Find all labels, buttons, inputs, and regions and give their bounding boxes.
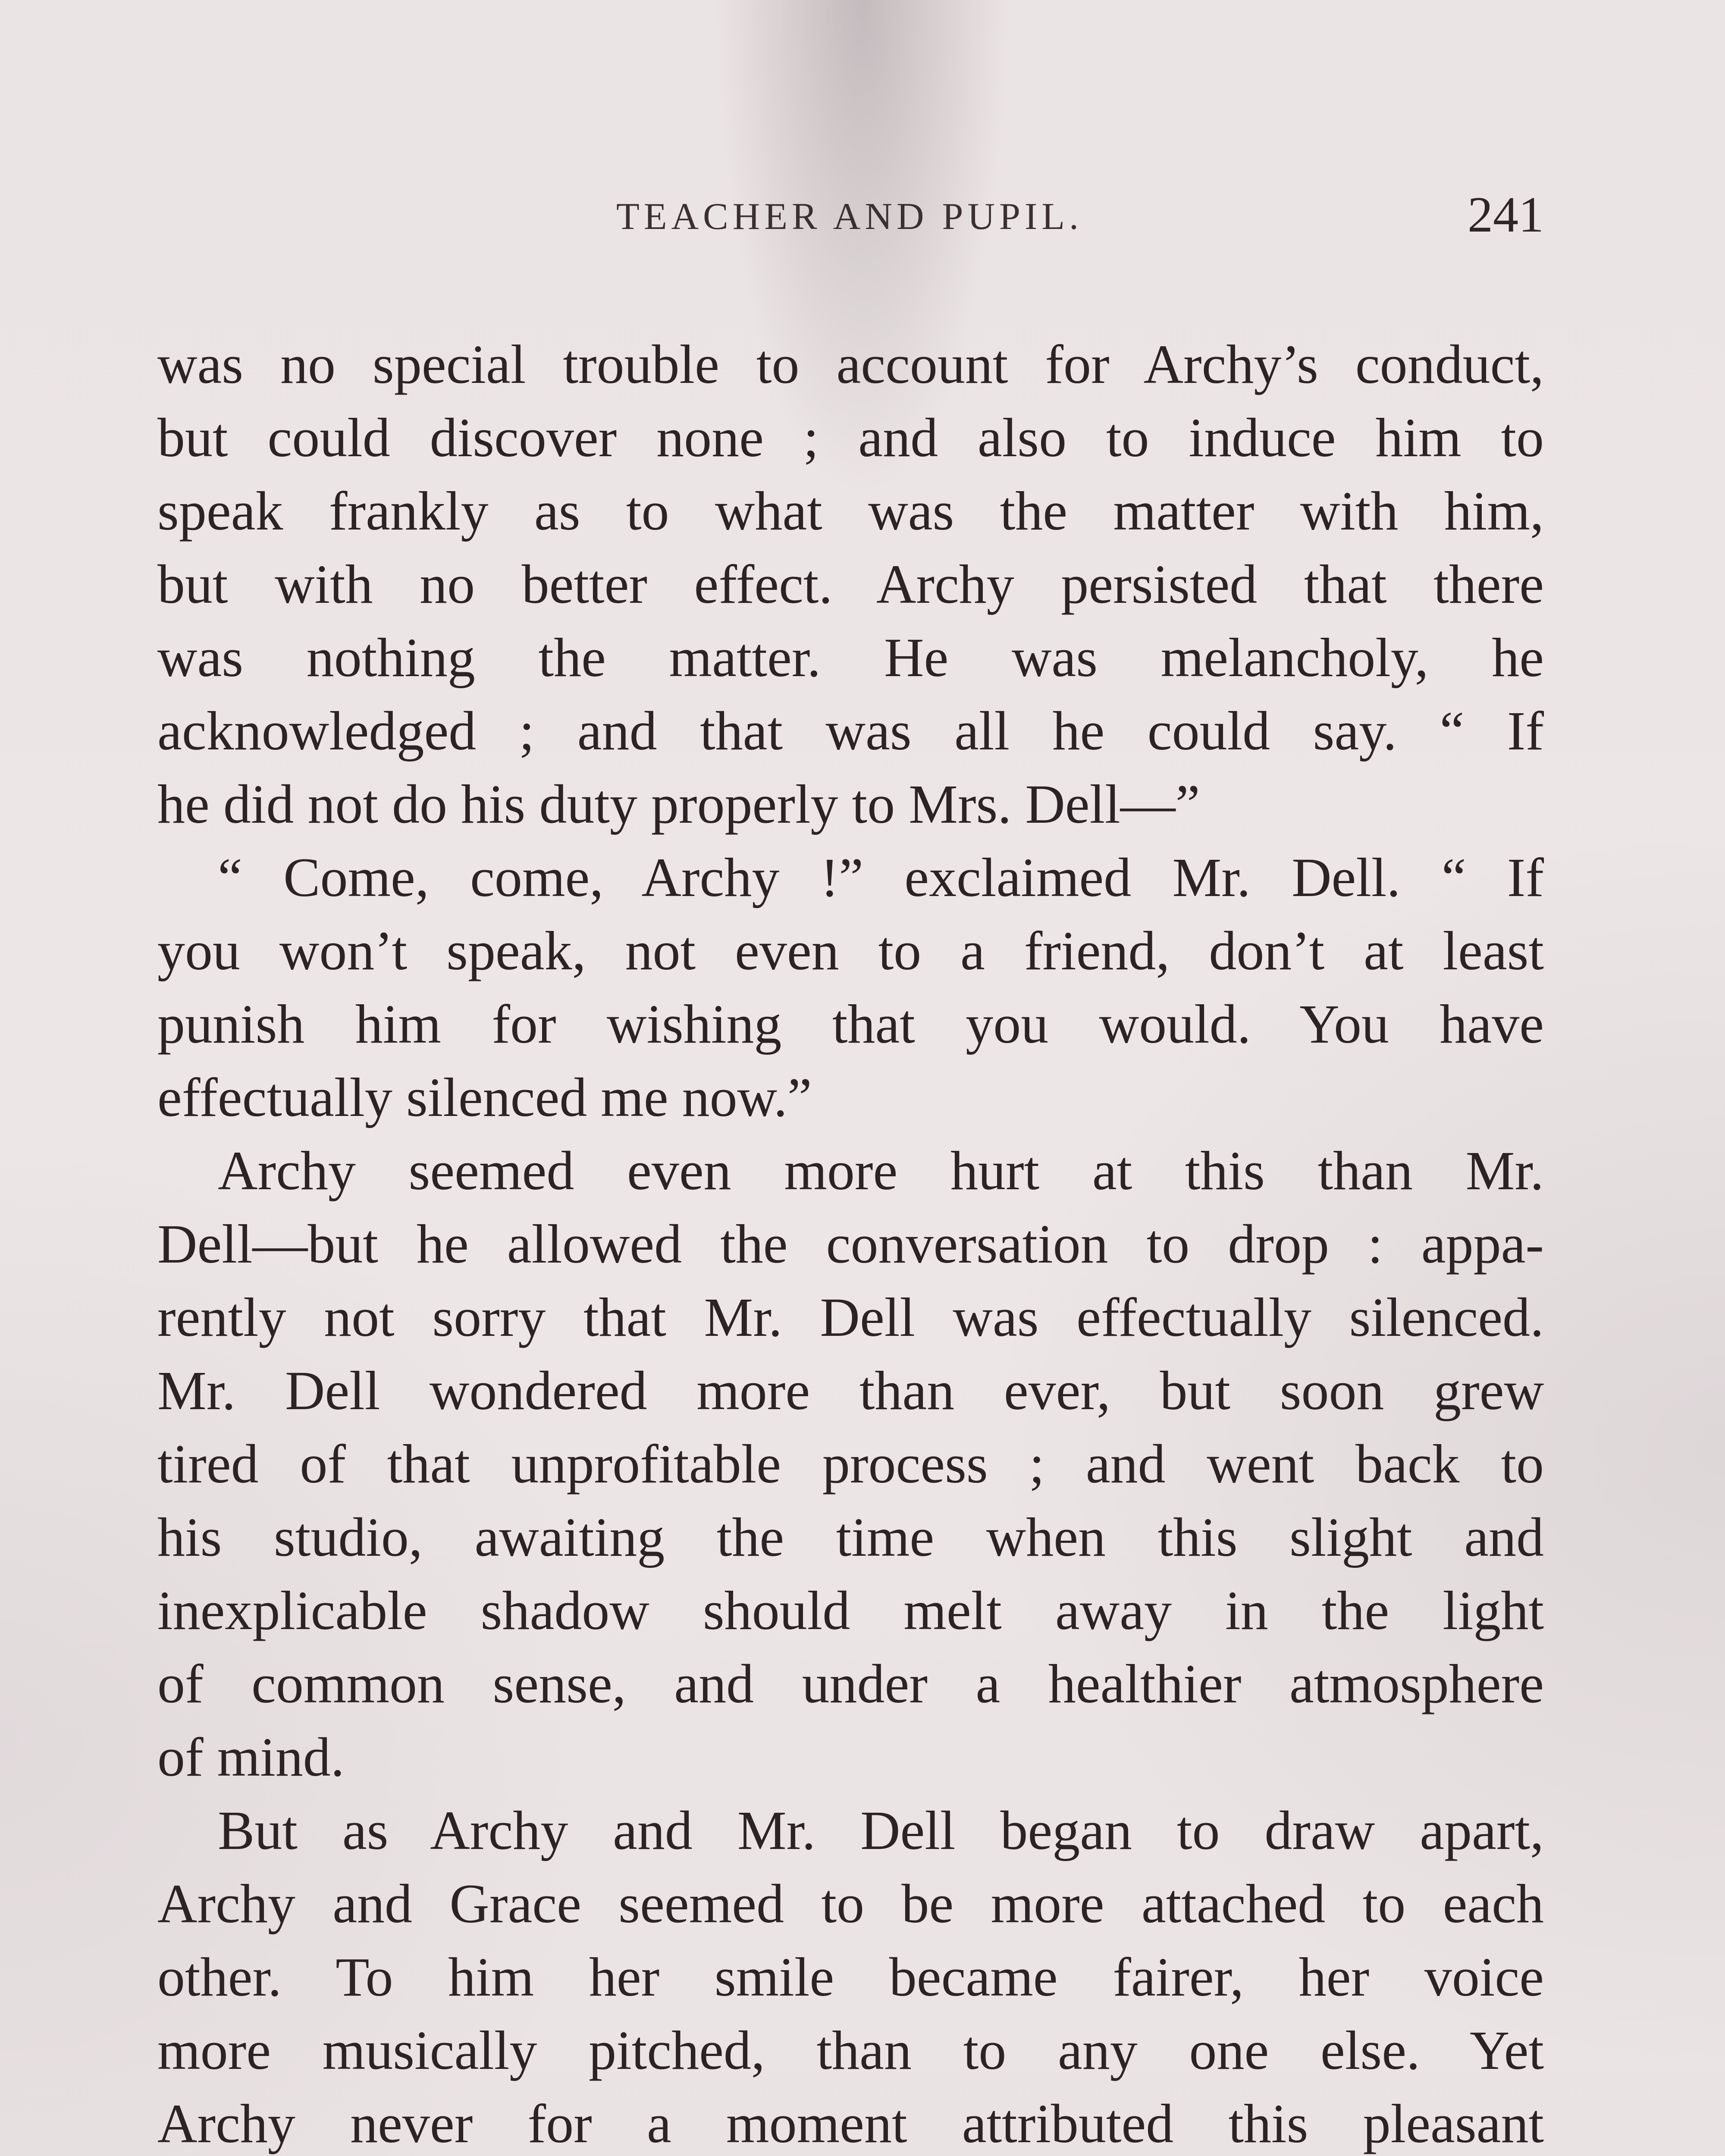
text-line: but could discover none ; and also to induce him to bbox=[157, 407, 1544, 468]
text-line: you won’t speak, not even to a friend, don’t at least bbox=[157, 920, 1544, 981]
text-line: effectually silenced me now.” bbox=[157, 1067, 812, 1128]
page-number: 241 bbox=[1468, 186, 1544, 243]
paragraph-first-line: “ Come, come, Archy !” exclaimed Mr. Dell. “ If bbox=[218, 847, 1544, 908]
paragraph-first-line: Archy seemed even more hurt at this than Mr. bbox=[218, 1140, 1544, 1201]
text-line: Archy and Grace seemed to be more attached to each bbox=[157, 1873, 1544, 1934]
text-line: but with no better effect. Archy persisted that there bbox=[157, 554, 1544, 615]
text-line: more musically pitched, than to any one else. Yet bbox=[157, 2020, 1544, 2081]
text-line: his studio, awaiting the time when this slight and bbox=[157, 1507, 1544, 1568]
body-text bbox=[157, 328, 1544, 2156]
text-line: Archy never for a moment attributed this pleasant bbox=[157, 2093, 1544, 2154]
text-line: Mr. Dell wondered more than ever, but soon grew bbox=[157, 1360, 1544, 1421]
text-line: of common sense, and under a healthier atmosphere bbox=[157, 1653, 1544, 1714]
text-line: tired of that unprofitable process ; and went back to bbox=[157, 1433, 1544, 1495]
paragraph-first-line: But as Archy and Mr. Dell began to draw apart, bbox=[218, 1800, 1544, 1861]
text-line: punish him for wishing that you would. You have bbox=[157, 993, 1544, 1055]
text-line: acknowledged ; and that was all he could say. “ If bbox=[157, 700, 1544, 761]
text-line: of mind. bbox=[157, 1727, 345, 1788]
text-line: speak frankly as to what was the matter with him, bbox=[157, 480, 1544, 542]
text-line: was no special trouble to account for Archy’s conduct, bbox=[157, 334, 1544, 395]
text-line: other. To him her smile became fairer, her voice bbox=[157, 1946, 1544, 2008]
text-line: he did not do his duty properly to Mrs. Dell—” bbox=[157, 774, 1200, 835]
running-head bbox=[155, 185, 1544, 243]
text-line: inexplicable shadow should melt away in the light bbox=[157, 1580, 1544, 1641]
running-title: TEACHER AND PUPIL. bbox=[616, 196, 1083, 238]
text-line: rently not sorry that Mr. Dell was effectually silenced. bbox=[157, 1287, 1544, 1348]
text-line: Dell—but he allowed the conversation to drop : appa- bbox=[157, 1213, 1544, 1275]
text-line: was nothing the matter. He was melancholy, he bbox=[157, 627, 1544, 688]
